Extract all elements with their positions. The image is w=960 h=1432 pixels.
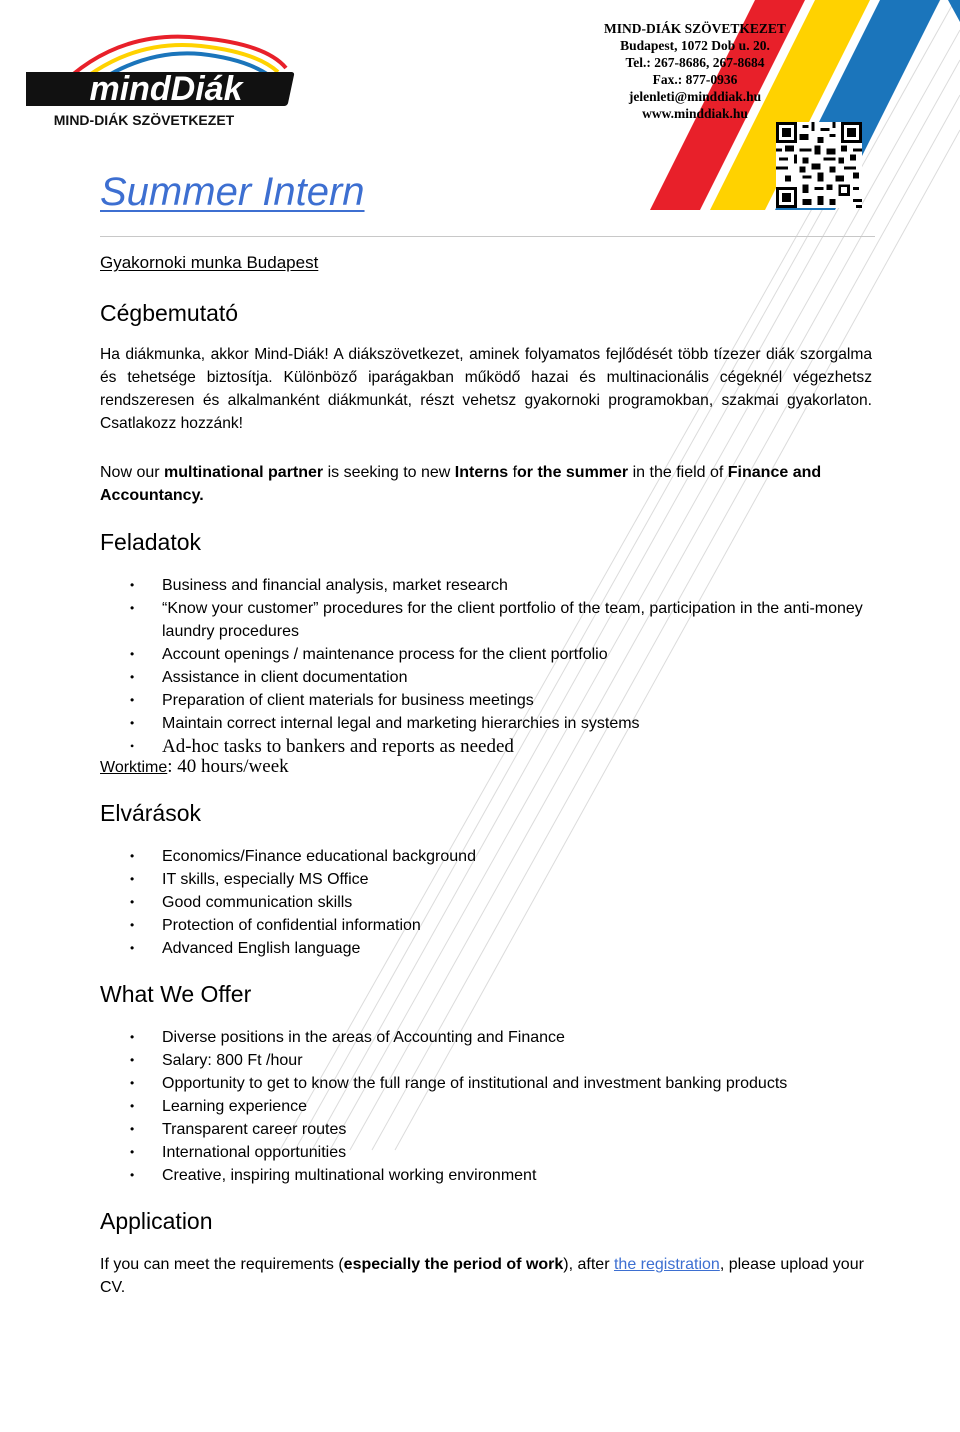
svg-text:MIND-DIÁK SZÖVETKEZET: MIND-DIÁK SZÖVETKEZET xyxy=(53,112,235,128)
company-heading: Cégbemutató xyxy=(100,300,239,326)
list-item: • Ad-hoc tasks to bankers and reports as needed xyxy=(130,736,514,757)
company-contact-block xyxy=(560,20,830,122)
list-item: • Transparent career routes xyxy=(130,1118,875,1141)
bullet-icon: • xyxy=(130,1122,135,1136)
list-item: • IT skills, especially MS Office xyxy=(130,868,875,891)
bullet-icon: • xyxy=(130,578,135,592)
worktime-line xyxy=(100,756,289,778)
tasks-list xyxy=(130,574,875,758)
bullet-icon: • xyxy=(130,872,135,886)
bullet-icon: • xyxy=(130,1168,135,1182)
svg-text:mindDiák: mindDiák xyxy=(89,70,243,108)
list-item: • Salary: 800 Ft /hour xyxy=(130,1049,875,1072)
list-item: • “Know your customer” procedures for the client portfolio of the team, participation in the anti-money laundry procedures xyxy=(130,597,875,643)
partner-paragraph: Now our multinational partner is seeking to new Interns for the summer in the field of Finance and Accountancy. xyxy=(100,464,822,504)
list-item: • Assistance in client documentation xyxy=(130,666,875,689)
page-title: Summer Intern xyxy=(100,170,365,214)
requirements-heading: Elvárások xyxy=(100,800,201,826)
bullet-icon: • xyxy=(130,918,135,932)
application-paragraph: If you can meet the requirements (especially the period of work), after the registration, please upload your CV. xyxy=(100,1256,864,1296)
worktime-label: Worktime xyxy=(100,759,168,776)
bullet-icon: • xyxy=(130,1145,135,1159)
bullet-icon: • xyxy=(130,670,135,684)
title-divider xyxy=(100,236,875,237)
bullet-icon: • xyxy=(130,693,135,707)
list-item: • Opportunity to get to know the full range of institutional and investment banking products xyxy=(130,1072,875,1095)
company-name: MIND-DIÁK SZÖVETKEZET xyxy=(604,21,786,36)
list-item: • Maintain correct internal legal and marketing hierarchies in systems xyxy=(130,712,875,735)
list-item: • Business and financial analysis, market research xyxy=(130,574,875,597)
list-item: • Good communication skills xyxy=(130,891,875,914)
qr-code xyxy=(776,122,862,208)
bullet-icon: • xyxy=(130,716,135,730)
bullet-icon: • xyxy=(130,895,135,909)
bullet-icon: • xyxy=(130,941,135,955)
bullet-icon: • xyxy=(130,849,135,863)
list-item: • International opportunities xyxy=(130,1141,875,1164)
list-item: • Advanced English language xyxy=(130,937,875,960)
company-tel: Tel.: 267-8686, 267-8684 xyxy=(625,55,765,70)
offer-list xyxy=(130,1026,875,1187)
bullet-icon: • xyxy=(130,1099,135,1113)
bullet-icon: • xyxy=(130,1076,135,1090)
bullet-icon: • xyxy=(130,1053,135,1067)
requirements-list xyxy=(130,845,875,960)
company-fax: Fax.: 877-0936 xyxy=(652,72,738,87)
bullet-icon: • xyxy=(130,1030,135,1044)
list-item: • Economics/Finance educational background xyxy=(130,845,875,868)
tasks-heading: Feladatok xyxy=(100,529,202,555)
bullet-icon: • xyxy=(130,739,135,753)
company-intro: Ha diákmunka, akkor Mind-Diák! A diákszövetkezet, aminek folyamatos fejlődését több tízezer diák szorgalma és tehetsége biztosítja. Különböző iparágakban működő hazai és multinacionális cégeknél végezhetsz rendszeresen és alkalmanként diákmunkát, részt vehetsz gyakornoki programokban, szakmai gyakorlaton. Csatlakozz hozzánk! xyxy=(100,346,872,432)
application-heading: Application xyxy=(100,1208,213,1234)
company-email[interactable]: jelenleti@minddiak.hu xyxy=(628,89,762,104)
bullet-icon: • xyxy=(130,647,135,661)
list-item: • Account openings / maintenance process for the client portfolio xyxy=(130,643,875,666)
list-item: • Protection of confidential information xyxy=(130,914,875,937)
company-address: Budapest, 1072 Dob u. 20. xyxy=(620,38,770,53)
list-item: • Creative, inspiring multinational working environment xyxy=(130,1164,875,1187)
list-item: • Learning experience xyxy=(130,1095,875,1118)
minddiak-logo xyxy=(26,28,306,132)
list-item: • Preparation of client materials for business meetings xyxy=(130,689,875,712)
worktime-value: : 40 hours/week xyxy=(167,756,289,777)
company-website[interactable]: www.minddiak.hu xyxy=(642,106,748,121)
page-subtitle: Gyakornoki munka Budapest xyxy=(100,253,319,272)
bullet-icon: • xyxy=(130,601,135,615)
offer-heading: What We Offer xyxy=(100,981,252,1007)
list-item: • Diverse positions in the areas of Accounting and Finance xyxy=(130,1026,875,1049)
registration-link[interactable]: the registration xyxy=(613,1256,720,1273)
